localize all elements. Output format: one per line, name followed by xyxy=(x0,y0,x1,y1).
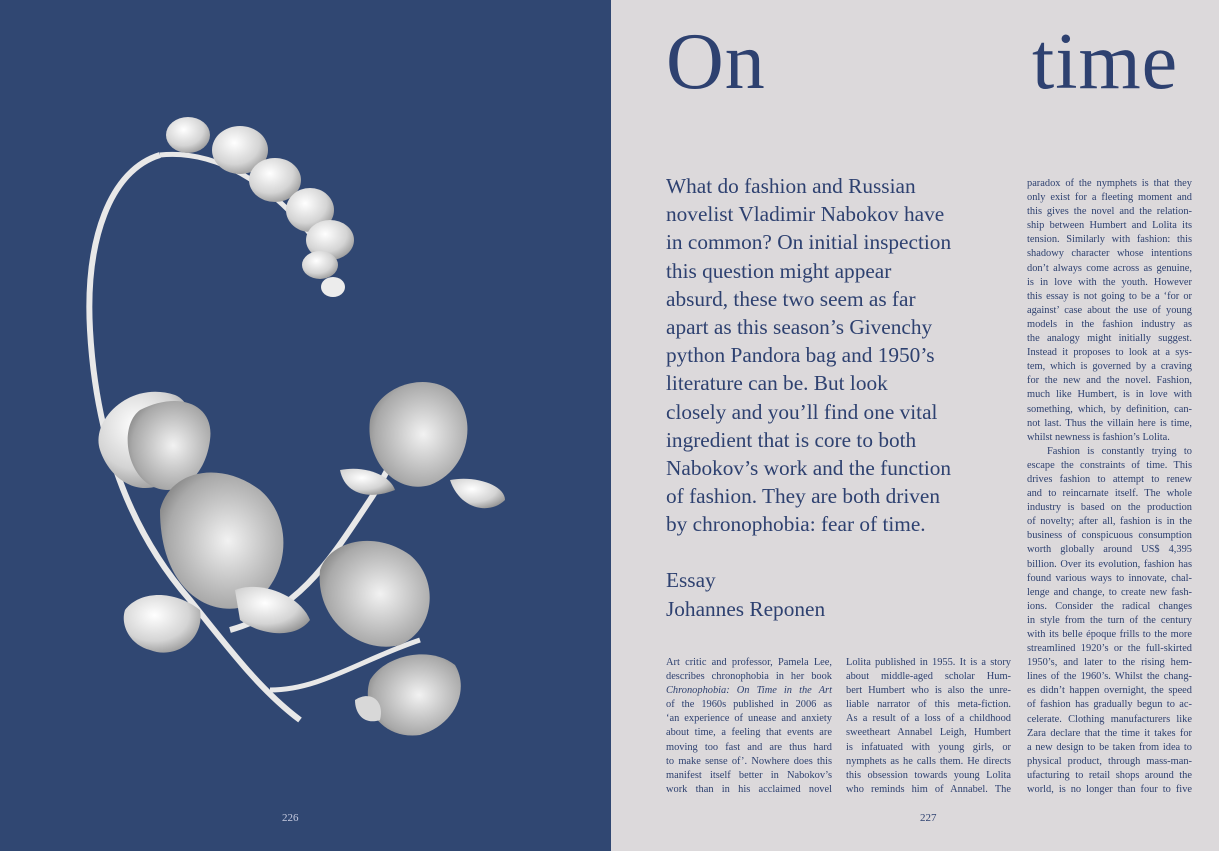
body-line: As a result of a loss of a childhood xyxy=(846,713,1011,725)
body-line: streamlined 1920’s or the full-skirted xyxy=(1027,643,1192,655)
byline xyxy=(666,566,825,624)
body-column-3 xyxy=(1027,177,1192,797)
body-line: this gives the novel and the relation- xyxy=(1027,206,1192,218)
body-line: manifest itself better in Nabokov’s xyxy=(666,769,832,781)
body-line: es didn’t happen overnight, the speed xyxy=(1027,685,1192,697)
body-line: lenge and change, to create new fash- xyxy=(1027,586,1192,598)
title-word-time: time xyxy=(1032,18,1179,106)
section-label: Essay xyxy=(666,568,716,592)
body-line: celerate. Clothing manufacturers like xyxy=(1027,713,1192,725)
body-line: something, which, by definition, can- xyxy=(1027,403,1192,415)
intro-line: in common? On initial inspection xyxy=(666,230,952,255)
intro-line: apart as this season’s Givenchy xyxy=(666,315,933,340)
body-line: Chronophobia: On Time in the Art xyxy=(666,685,832,697)
intro-line: this question might appear xyxy=(666,258,892,283)
body-line: describes chronophobia in her book xyxy=(666,671,832,683)
body-line: not last. Thus the villain here is time, xyxy=(1027,417,1192,429)
body-line: this essay is not going to be a ‘for or xyxy=(1027,290,1192,302)
intro-line: Nabokov’s work and the function xyxy=(666,456,952,481)
body-line: escape the constraints of time. This xyxy=(1027,459,1192,471)
body-line: ions. Consider the radical changes xyxy=(1027,600,1192,612)
body-line: of novelty; after all, fashion is in the xyxy=(1027,516,1192,528)
body-line: about middle-aged scholar Hum- xyxy=(846,671,1011,683)
body-line: for the new and the novel. Fashion, xyxy=(1027,375,1192,387)
intro-line: closely and you’ll find one vital xyxy=(666,399,938,424)
body-column-1 xyxy=(666,656,832,797)
body-line: whilst newness is fashion’s Lolita. xyxy=(1027,431,1170,443)
right-page xyxy=(611,0,1219,851)
body-line: of fashion has gradually begun to ac- xyxy=(1027,699,1192,711)
body-line: worth globally around US$ 4,395 xyxy=(1027,544,1192,556)
body-line: the analogy might initially suggest. xyxy=(1027,333,1192,345)
body-line: industry is based on the production xyxy=(1027,502,1192,514)
body-line: Zara declare that the time it takes for xyxy=(1027,727,1192,739)
body-line: with its belle époque frills to the more xyxy=(1027,629,1192,640)
body-line: paradox of the nymphets is that they xyxy=(1027,178,1192,189)
intro-line: literature can be. But look xyxy=(666,371,888,396)
body-line: ‘an experience of unease and anxiety xyxy=(666,713,832,725)
body-line: is in love with the youth. However xyxy=(1027,276,1192,288)
intro-line: python Pandora bag and 1950’s xyxy=(666,343,935,368)
body-line: 1950’s, and later to the rising hem- xyxy=(1027,657,1192,669)
body-line: about time, a feeling that events are xyxy=(666,727,832,739)
body-line: lines of the 1960’s. Whilst the chang- xyxy=(1027,671,1192,683)
body-line: models in the fashion industry as xyxy=(1027,318,1192,330)
body-line: only exist for a fleeting moment and xyxy=(1027,192,1192,204)
page-number-right: 227 xyxy=(920,812,937,824)
body-line: drives fashion to attempt to renew xyxy=(1027,473,1192,485)
body-line: sweetheart Annabel Leigh, Humbert xyxy=(846,727,1011,739)
body-line: work than in his acclaimed novel xyxy=(666,783,832,795)
body-line: tem, which is governed by a craving xyxy=(1027,361,1192,373)
intro-line: novelist Vladimir Nabokov have xyxy=(666,202,945,227)
body-line: moving too fast and are thus hard xyxy=(666,741,832,753)
body-line: a new design to be taken from idea to xyxy=(1027,741,1192,753)
body-line: who reminds him of Annabel. The xyxy=(846,783,1011,795)
body-line: liable narrator of this meta-fiction. xyxy=(846,699,1011,711)
body-line: world, is no longer than four to five xyxy=(1027,784,1192,796)
body-line: to make sense of’. Nowhere does this xyxy=(666,755,832,767)
body-line: in style from the turn of the century xyxy=(1027,614,1192,626)
body-line: Instead it proposes to look at a sys- xyxy=(1027,347,1192,359)
title-word-on: On xyxy=(666,18,766,106)
intro-line: absurd, these two seem as far xyxy=(666,286,916,311)
body-line: against’ case about the use of young xyxy=(1027,304,1192,316)
intro-line: ingredient that is core to both xyxy=(666,427,917,452)
body-column-2 xyxy=(846,656,1011,797)
intro-line: by chronophobia: fear of time. xyxy=(666,512,926,537)
body-line: physical product, through mass-man- xyxy=(1027,755,1192,767)
body-line: business of conspicuous consumption xyxy=(1027,530,1192,542)
body-line: found various ways to innovate, chal- xyxy=(1027,572,1192,584)
body-line: much like Humbert, is in love with xyxy=(1027,389,1192,401)
body-line: tension. Similarly with fashion: this xyxy=(1027,234,1192,246)
body-line: ship between Humbert and Lolita its xyxy=(1027,220,1192,232)
intro-line: of fashion. They are both driven xyxy=(666,484,941,509)
body-line: Fashion is constantly trying to xyxy=(1047,445,1192,457)
body-line: ufacturing to retail shops around the xyxy=(1027,769,1192,781)
body-line: Lolita published in 1955. It is a story xyxy=(846,657,1011,668)
body-line: bert Humbert who is also the unre- xyxy=(846,685,1011,697)
body-line: don’t always come across as genuine, xyxy=(1027,262,1192,274)
body-line: is infatuated with young girls, or xyxy=(846,741,1011,753)
author-name: Johannes Reponen xyxy=(666,597,826,621)
intro-line: What do fashion and Russian xyxy=(666,174,916,198)
body-line: nymphets as he calls them. He directs xyxy=(846,755,1011,767)
body-line: Art critic and professor, Pamela Lee, xyxy=(666,657,832,668)
body-line: this obsession towards young Lolita xyxy=(846,769,1011,781)
body-line: and to reincarnate itself. The whole xyxy=(1027,488,1192,500)
body-line: billion. Over its evolution, fashion has xyxy=(1027,558,1192,570)
page-number-left: 226 xyxy=(282,812,299,824)
body-line: of the 1960s published in 2006 as xyxy=(666,699,832,711)
intro-paragraph xyxy=(666,172,1011,539)
body-line: shadowy character whose intentions xyxy=(1027,248,1192,260)
